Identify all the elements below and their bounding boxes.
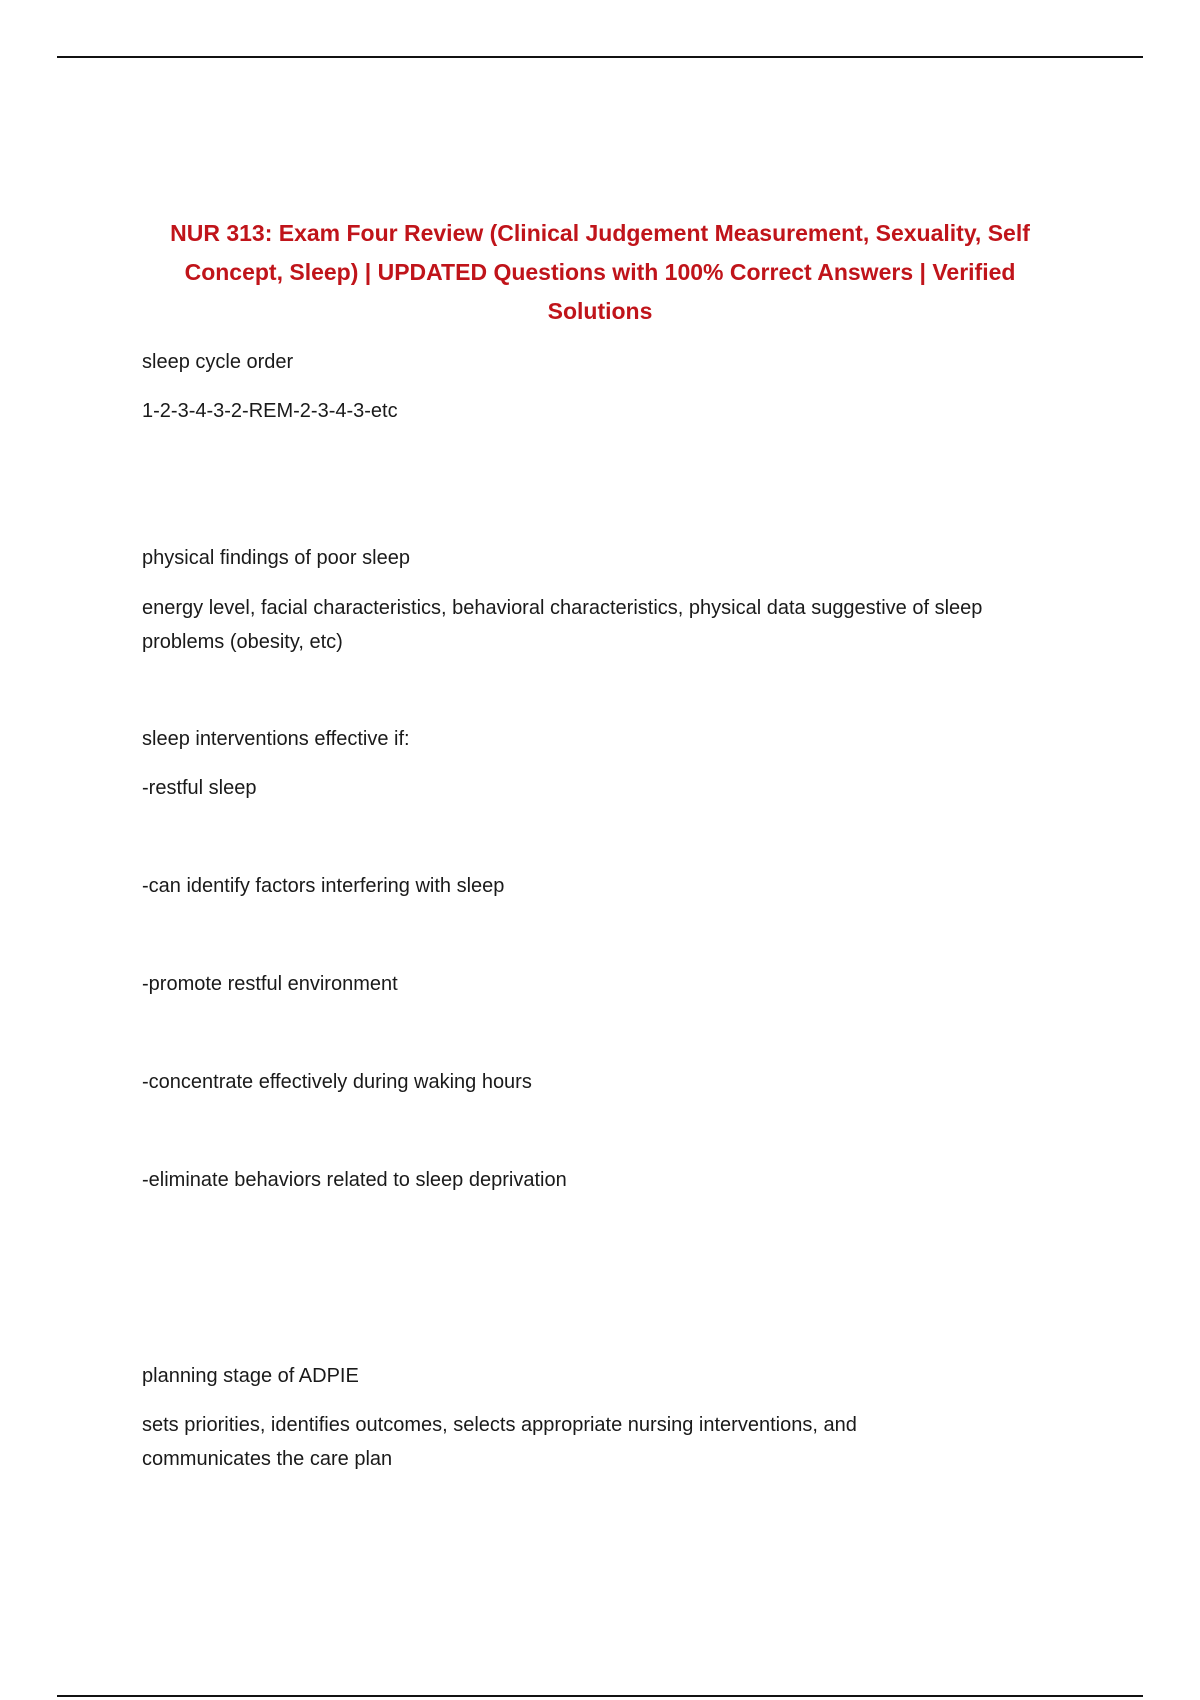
bottom-rule bbox=[57, 1695, 1143, 1697]
answer-planning-stage: sets priorities, identifies outcomes, selects appropriate nursing interventions, and communicates the care plan bbox=[142, 1414, 857, 1470]
answer-line-identify-factors: -can identify factors interfering with sleep bbox=[142, 875, 505, 897]
answer-line-concentrate: -concentrate effectively during waking hours bbox=[142, 1071, 532, 1093]
document-title: NUR 313: Exam Four Review (Clinical Judgement Measurement, Sexuality, Self Concept, Sleep) | UPDATED Questions with 100% Correct Answers | Verified Solutions bbox=[170, 220, 1030, 324]
question-sleep-cycle-order: sleep cycle order bbox=[142, 351, 294, 373]
question-planning-stage: planning stage of ADPIE bbox=[142, 1365, 359, 1387]
answer-sleep-cycle-order: 1-2-3-4-3-2-REM-2-3-4-3-etc bbox=[142, 400, 398, 422]
answer-line-eliminate-behaviors: -eliminate behaviors related to sleep deprivation bbox=[142, 1169, 567, 1191]
answer-physical-findings: energy level, facial characteristics, behavioral characteristics, physical data suggestive of sleep problems (obesity, etc) bbox=[142, 597, 983, 653]
answer-line-restful-sleep: -restful sleep bbox=[142, 777, 257, 799]
question-physical-findings: physical findings of poor sleep bbox=[142, 547, 410, 569]
top-rule bbox=[57, 56, 1143, 58]
question-sleep-interventions: sleep interventions effective if: bbox=[142, 728, 410, 750]
answer-line-restful-environment: -promote restful environment bbox=[142, 973, 398, 995]
